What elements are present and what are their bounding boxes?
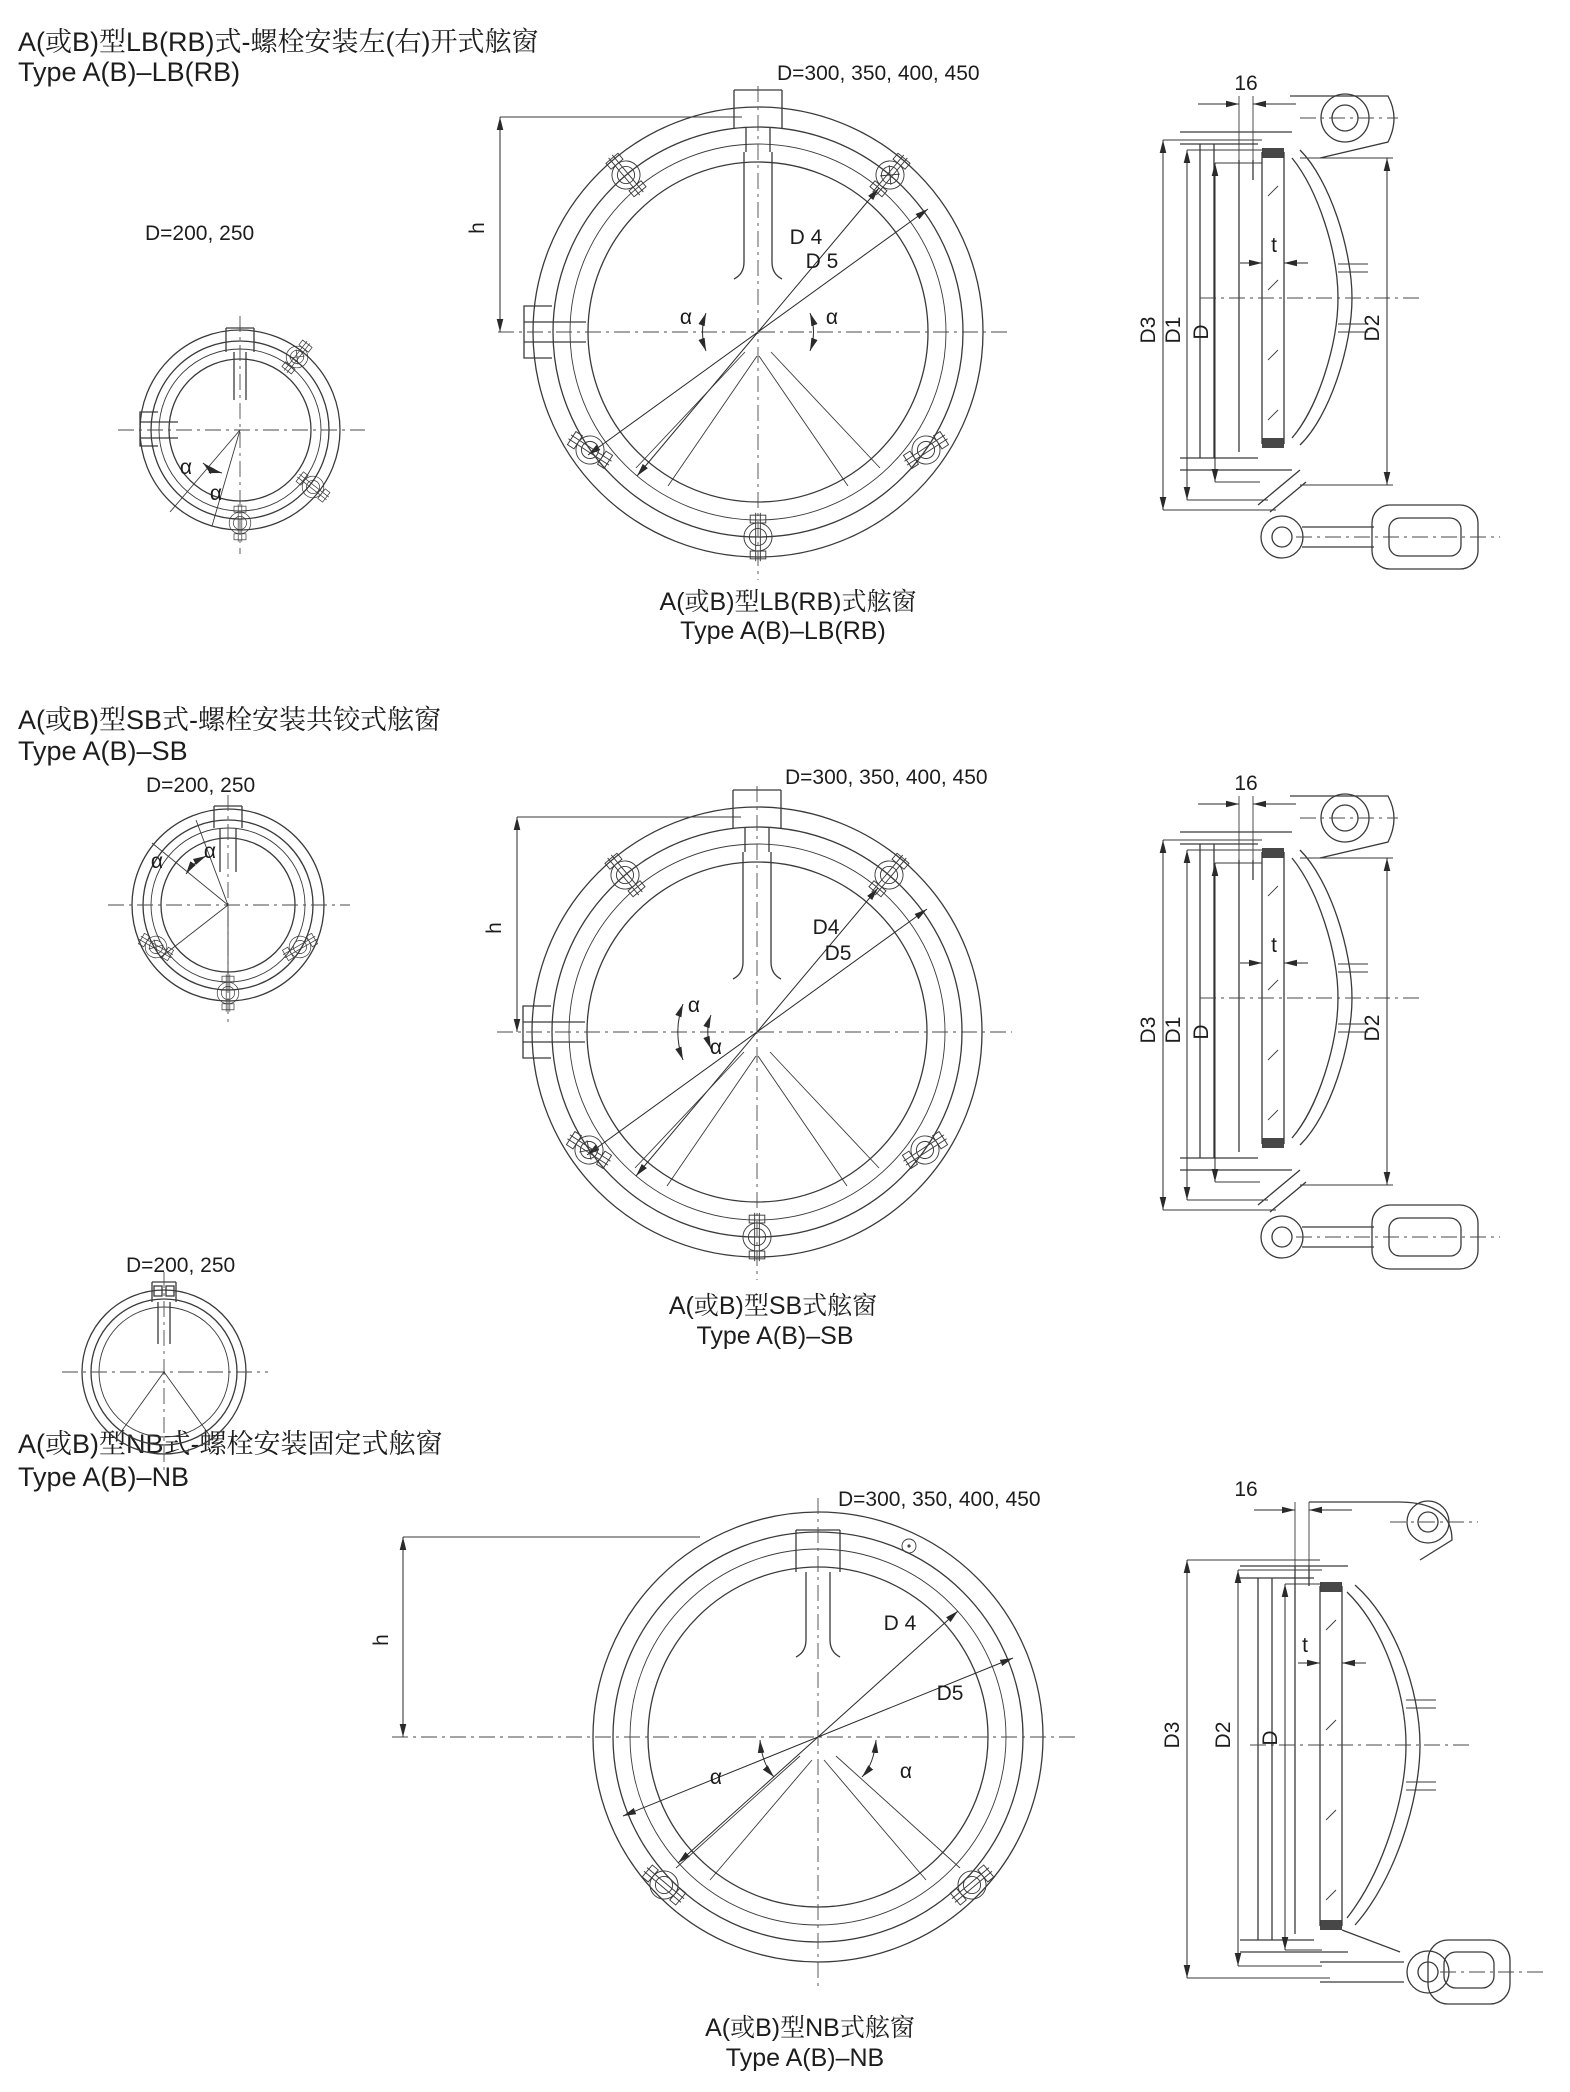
large-alpha-label: α	[679, 306, 693, 329]
large-alpha-label: α	[899, 1760, 913, 1783]
dim-d1-label: D1	[1162, 316, 1185, 344]
section2-caption-zh: A(或B)型SB式舷窗	[668, 1292, 878, 1320]
dim-d-label: D	[1190, 1024, 1213, 1040]
small-diameter-label: D=200, 250	[126, 1254, 236, 1277]
large-alpha-label: α	[709, 1036, 723, 1059]
large-alpha-label: α	[825, 306, 839, 329]
section2-side-view	[1137, 772, 1500, 1269]
section3-side-view	[1161, 1478, 1545, 2004]
dim-d-label: D	[1190, 324, 1213, 340]
large-diameter-label: D=300, 350, 400, 450	[777, 62, 980, 85]
section1-heading-zh: A(或B)型LB(RB)式-螺栓安装左(右)开式舷窗	[18, 27, 539, 57]
dim-d2-label: D2	[1361, 1014, 1384, 1042]
dim-d5-label: D5	[824, 942, 852, 965]
dim-d3-label: D3	[1137, 1016, 1160, 1044]
dim-d1-label: D1	[1162, 1016, 1185, 1044]
small-diameter-label: D=200, 250	[145, 222, 255, 245]
large-diameter-label: D=300, 350, 400, 450	[838, 1488, 1041, 1511]
section3-caption-zh: A(或B)型NB式舷窗	[705, 2014, 915, 2042]
dim-d4-label: D4	[812, 916, 840, 939]
dim-d4-label: D 4	[789, 226, 823, 249]
section2-large-plan	[483, 766, 1012, 1280]
dim-d3-label: D3	[1137, 316, 1160, 344]
dim-d5-label: D5	[936, 1682, 964, 1705]
dim-t-label: t	[1271, 234, 1277, 257]
section3-heading-zh: A(或B)型NB式-螺栓安装固定式舷窗	[18, 1429, 443, 1459]
section2-heading-en: Type A(B)–SB	[18, 736, 188, 766]
dim-16-label: 16	[1234, 72, 1258, 95]
section3-heading-en: Type A(B)–NB	[18, 1462, 190, 1492]
dim-h-label: h	[483, 922, 506, 934]
section2-small-plan	[108, 774, 350, 1022]
section1-side-view	[1137, 72, 1500, 569]
dim-d3-label: D3	[1161, 1721, 1184, 1749]
section1-caption-zh: A(或B)型LB(RB)式舷窗	[659, 588, 917, 616]
small-alpha-label: α	[150, 850, 164, 873]
small-alpha-label: α	[209, 482, 223, 505]
section1-drawings	[0, 0, 1570, 660]
small-alpha-label: α	[179, 456, 193, 479]
small-diameter-label: D=200, 250	[146, 774, 256, 797]
section1-small-plan	[118, 222, 365, 554]
section1-heading-en: Type A(B)–LB(RB)	[18, 57, 241, 87]
section3-large-plan	[370, 1488, 1075, 1988]
dim-d2-label: D2	[1212, 1721, 1235, 1749]
section1-caption-en: Type A(B)–LB(RB)	[680, 617, 886, 645]
dim-t-label: t	[1302, 1634, 1308, 1657]
dim-d4-label: D 4	[883, 1612, 917, 1635]
section2-heading-zh: A(或B)型SB式-螺栓安装共铰式舷窗	[18, 705, 442, 735]
dim-16-label: 16	[1234, 1478, 1258, 1501]
large-alpha-label: α	[709, 1766, 723, 1789]
dim-16-label: 16	[1234, 772, 1258, 795]
section1-large-plan	[466, 62, 1012, 580]
dim-h-label: h	[466, 222, 489, 234]
dim-h-label: h	[370, 1634, 393, 1646]
dim-t-label: t	[1271, 934, 1277, 957]
dim-d5-label: D 5	[805, 250, 839, 273]
large-diameter-label: D=300, 350, 400, 450	[785, 766, 988, 789]
dim-d-label: D	[1259, 1730, 1282, 1746]
dim-d2-label: D2	[1361, 314, 1384, 342]
section2-caption-en: Type A(B)–SB	[696, 1322, 854, 1350]
small-alpha-label: α	[203, 840, 217, 863]
large-alpha-label: α	[687, 994, 701, 1017]
section3-caption-en: Type A(B)–NB	[725, 2044, 885, 2072]
